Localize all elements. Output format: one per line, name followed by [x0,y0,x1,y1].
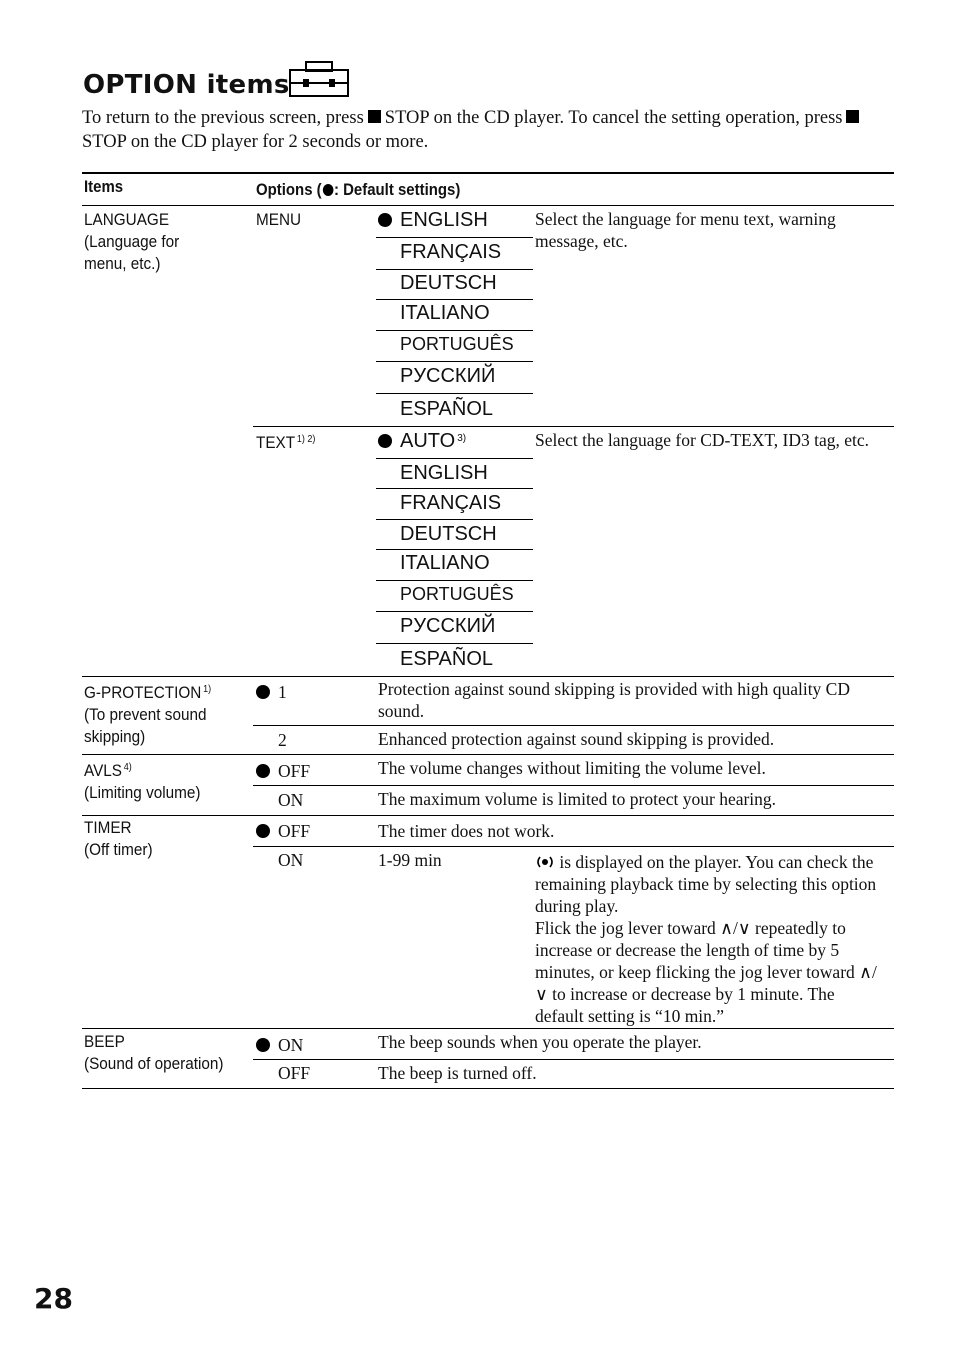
option-text-label: TEXT $^{1) 2)}$ [256,433,316,452]
avls-on-description: The maximum volume is limited to protect your hearing. [378,789,777,809]
header-options: Options ( : Default settings) [256,180,461,199]
beep-off-description: The beep is turned off. [378,1063,537,1083]
option-text-portugues: PORTUGUÊS [400,584,514,604]
option-gprotection-2: 2 [278,730,287,750]
option-menu-italiano: ITALIANO [400,302,490,324]
option-menu-francais: FRANÇAIS [400,241,502,263]
timer-on-description: is displayed on the player. You can check the remaining playback time by selecting this option during play. Flick the jog lever toward ∧/∨ repeatedly to increase or decrease the length of time by 5 minutes, or keep flicking the jog lever toward ∧/∨ to increase or decrease by 1 minute. The default setting is “10 min.” [535,852,877,1026]
text-description: Select the language for CD-TEXT, ID3 tag, etc. [535,430,869,450]
header-rule [82,205,894,206]
default-bullet-icon [256,1038,270,1052]
option-text-italiano: ITALIANO [400,552,490,574]
gprotection-1-description: Protection against sound skipping is provided with high quality CD sound. [378,679,850,721]
table-bottom-rule [82,1088,894,1089]
default-bullet-icon [378,213,392,227]
page-title: OPTION items [83,70,290,100]
option-menu-deutsch: DEUTSCH [400,272,497,294]
option-menu-label: MENU [256,210,302,229]
beep-on-description: The beep sounds when you operate the player. [378,1032,702,1052]
timer-off-description: The timer does not work. [378,821,555,841]
intro-paragraph: To return to the previous screen, press STOP on the CD player. To cancel the setting operation, pressSTOP on the CD player for 2 seconds or more. [82,106,894,154]
item-g-protection: G-PROTECTION $^{1)}$ (To prevent sound skipping) [84,683,212,746]
gprotection-2-description: Enhanced protection against sound skipping is provided. [378,729,775,749]
avls-off-description: The volume changes without limiting the volume level. [378,758,766,778]
default-bullet-icon [256,824,270,838]
option-text-russian: PУССКИЙ [400,615,496,637]
option-text-espanol: ESPAÑOL [400,648,493,670]
option-avls-off: OFF [256,760,310,782]
stop-icon [368,110,381,123]
option-menu-english: ENGLISH [378,209,488,232]
toolbox-icon [289,61,349,97]
header-items: Items [84,177,124,196]
default-bullet-icon [378,434,392,448]
option-gprotection-1: 1 [256,681,287,703]
table-top-rule [82,172,894,174]
option-menu-espanol: ESPAÑOL [400,398,493,420]
stop-icon [846,110,859,123]
option-beep-on: ON [256,1034,303,1056]
timer-icon [535,855,555,869]
option-text-english: ENGLISH [400,462,488,484]
option-avls-on: ON [278,790,304,810]
default-bullet-icon [323,184,334,196]
menu-description: Select the language for menu text, warning message, etc. [535,209,836,251]
item-avls: AVLS $^{4)}$ (Limiting volume) [84,761,201,802]
default-bullet-icon [256,764,270,778]
option-timer-off: OFF [256,820,310,842]
option-beep-off: OFF [278,1063,311,1083]
option-timer-on: ON [278,850,304,870]
default-bullet-icon [256,685,270,699]
option-menu-portugues: PORTUGUÊS [400,334,514,354]
item-beep: BEEP (Sound of operation) [84,1032,224,1073]
option-text-auto: AUTO $^{3)}$ [378,430,466,453]
option-text-deutsch: DEUTSCH [400,523,497,545]
item-timer: TIMER (Off timer) [84,818,153,859]
timer-range: 1-99 min [378,850,442,870]
page-number: 28 [34,1282,73,1315]
option-text-francais: FRANÇAIS [400,492,502,514]
option-menu-russian: PУССКИЙ [400,365,496,387]
item-language: LANGUAGE (Language for menu, etc.) [84,210,180,273]
